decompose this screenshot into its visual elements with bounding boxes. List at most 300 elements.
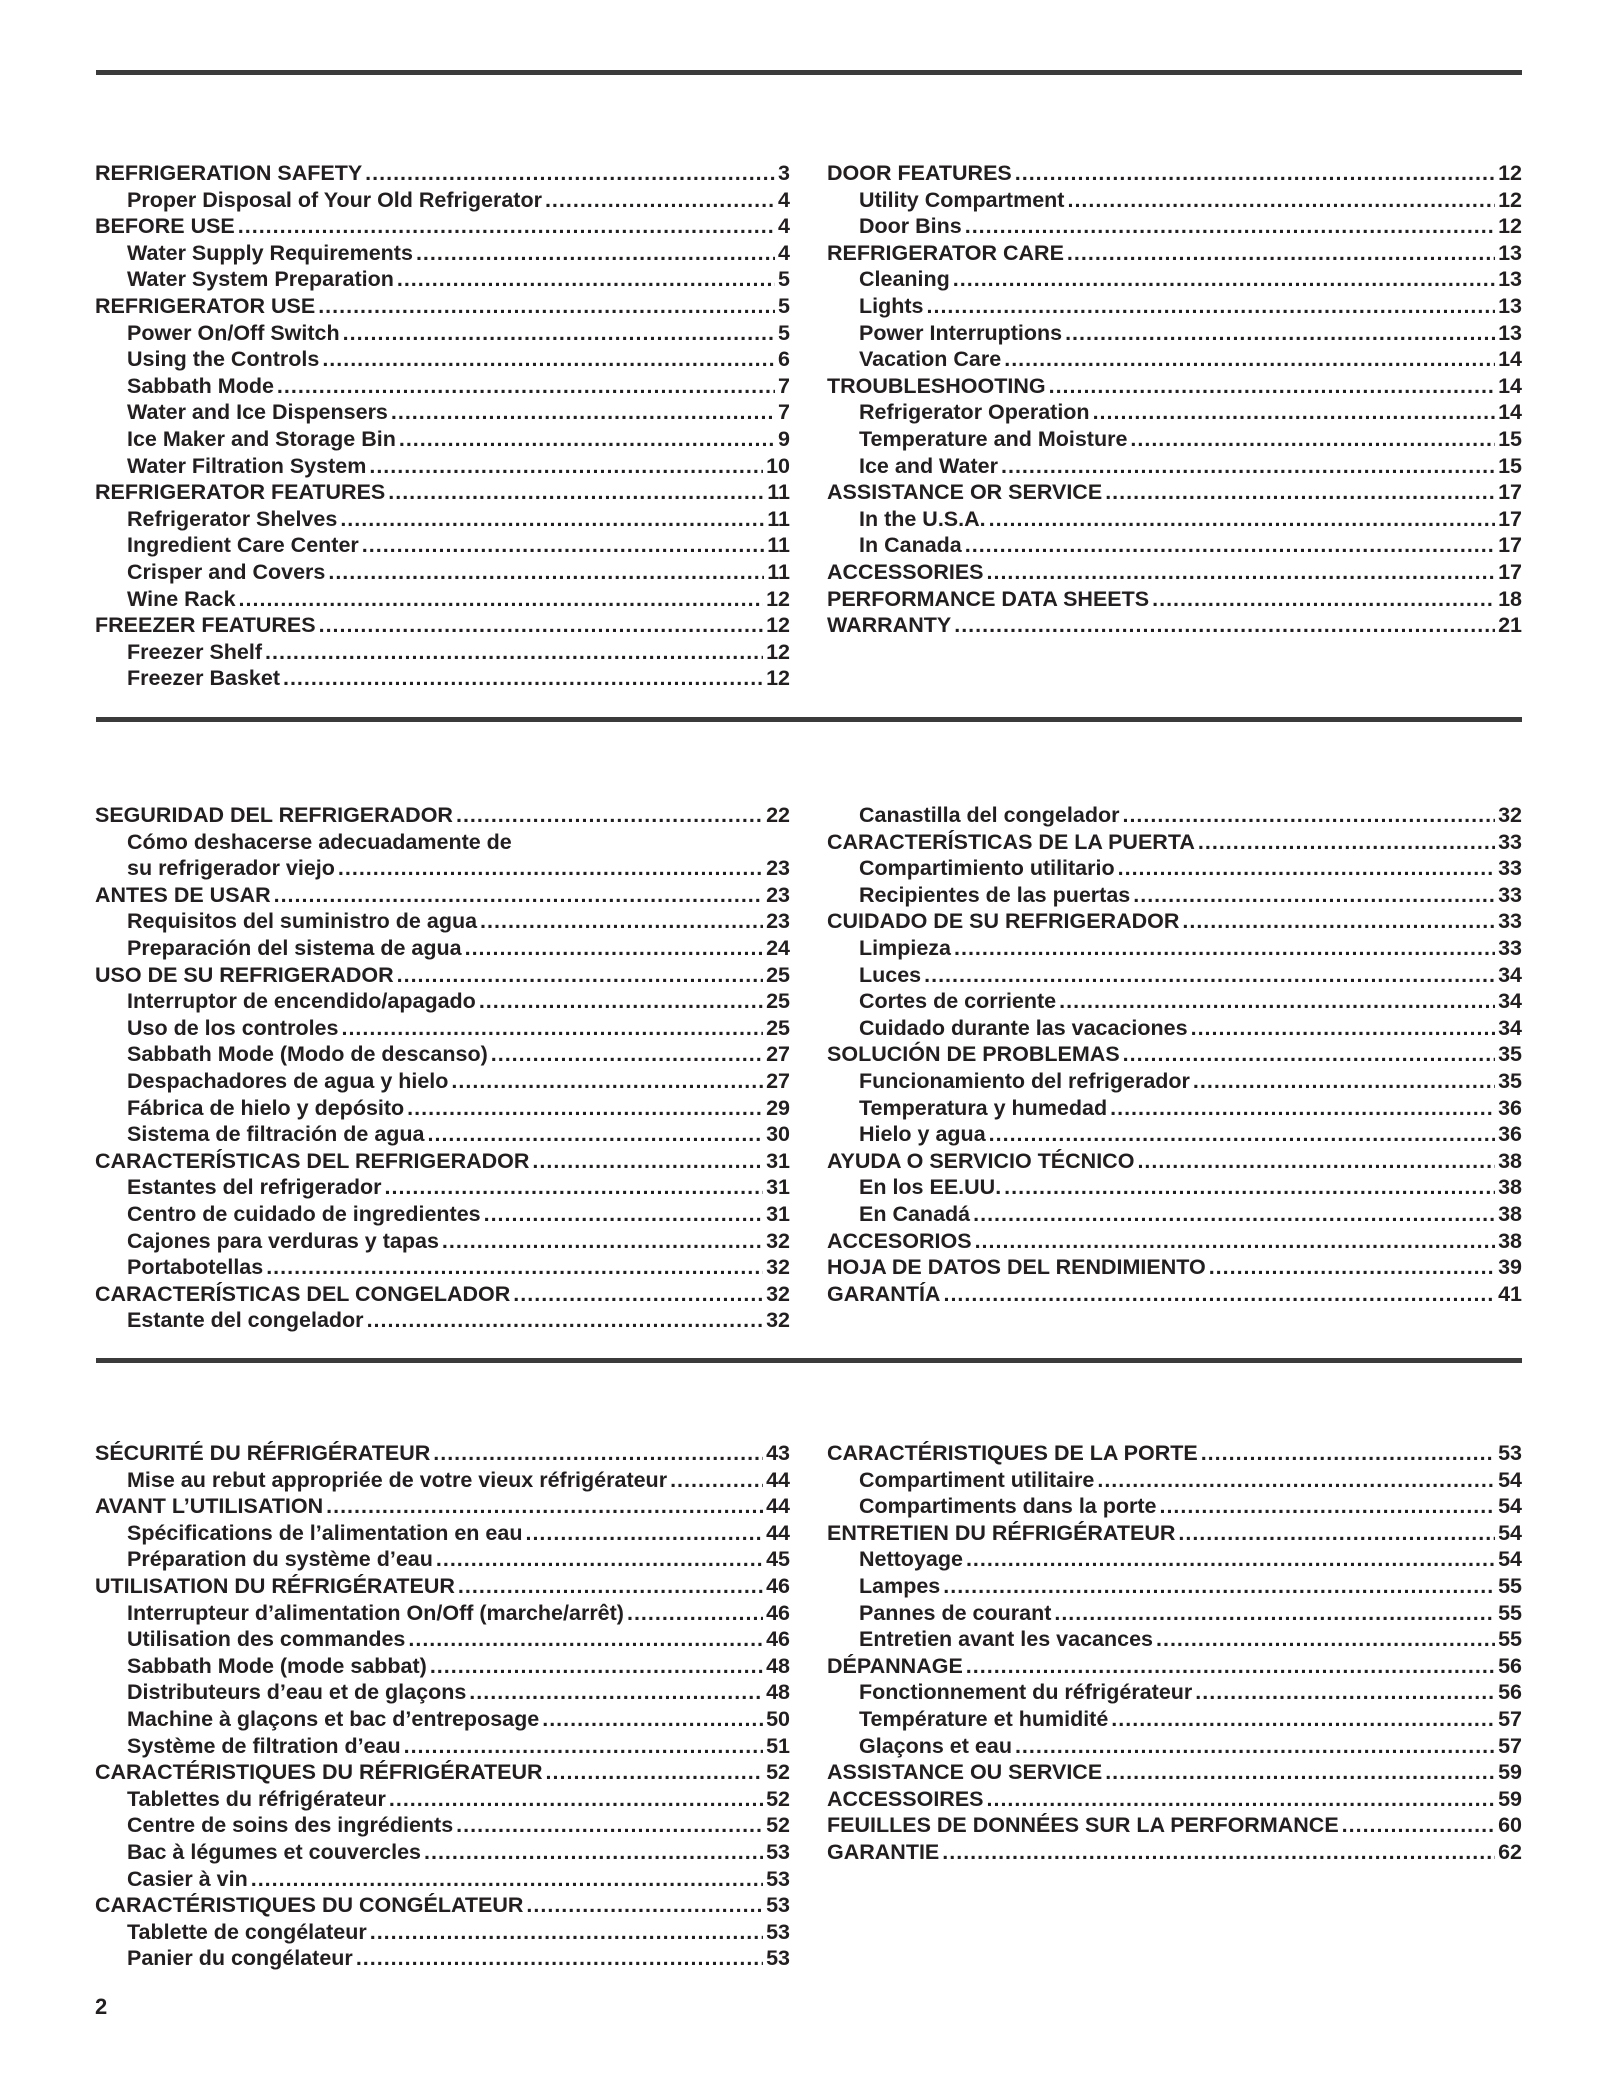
toc-dot-leader (1093, 399, 1496, 426)
toc-dot-leader (1015, 160, 1495, 187)
toc-dot-leader (370, 1919, 763, 1946)
toc-page-number: 7 (778, 373, 790, 398)
toc-dot-leader (404, 1733, 763, 1760)
toc-page-number: 5 (778, 293, 790, 318)
toc-dot-leader (322, 346, 775, 373)
toc-dot-leader (1059, 988, 1495, 1015)
toc-entry-title: Door Bins (859, 214, 962, 239)
toc-dot-leader (1122, 802, 1495, 829)
toc-section-entry (95, 213, 790, 240)
toc-page-number: 35 (1498, 1042, 1522, 1067)
toc-entry-title: Water System Preparation (127, 267, 394, 292)
toc-dot-leader (1110, 1095, 1495, 1122)
toc-section-entry (827, 1148, 1522, 1175)
toc-subsection-entry (827, 426, 1522, 453)
toc-dot-leader (1198, 829, 1495, 856)
toc-subsection-entry (95, 506, 790, 533)
toc-page-number: 21 (1498, 613, 1522, 638)
toc-entry-title: Refrigerator Shelves (127, 506, 338, 531)
toc-page-number: 14 (1498, 347, 1522, 372)
toc-entry-title: Mise au rebut appropriée de votre vieux réfrigérateur (127, 1467, 668, 1492)
toc-page-number: 53 (766, 1919, 790, 1944)
toc-page-number: 56 (1498, 1680, 1522, 1705)
toc-entry-title: Freezer Shelf (127, 639, 263, 664)
toc-entry-title: CARACTERÍSTICAS DEL REFRIGERADOR (95, 1148, 530, 1173)
toc-dot-leader (1178, 1520, 1495, 1547)
toc-entry-title: Cleaning (859, 267, 950, 292)
toc-page-number: 57 (1498, 1733, 1522, 1758)
toc-subsection-entry (95, 1201, 790, 1228)
toc-entry-title: FREEZER FEATURES (95, 613, 316, 638)
toc-entry-title: Luces (859, 962, 922, 987)
toc-page-number: 12 (1498, 187, 1522, 212)
toc-dot-leader (424, 1839, 763, 1866)
toc-page-number: 32 (1498, 803, 1522, 827)
toc-page-number: 5 (778, 320, 790, 345)
toc-dot-leader (943, 1573, 1495, 1600)
toc-entry-title: DÉPANNAGE (827, 1653, 963, 1678)
toc-subsection-entry (95, 1786, 790, 1813)
toc-section-entry (95, 1573, 790, 1600)
toc-subsection-entry (95, 1546, 790, 1573)
toc-page-number: 17 (1498, 533, 1522, 558)
toc-entry-title: Sabbath Mode (127, 373, 274, 398)
toc-dot-leader (436, 1546, 763, 1573)
toc-page-number: 12 (1498, 214, 1522, 239)
toc-dot-leader (1133, 882, 1495, 909)
toc-dot-leader (1159, 1493, 1495, 1520)
toc-page-number: 53 (766, 1946, 790, 1971)
toc-entry-title: REFRIGERATION SAFETY (95, 161, 363, 185)
toc-entry-title: Panier du congélateur (127, 1946, 353, 1971)
toc-page-number: 36 (1498, 1095, 1522, 1120)
toc-section-entry (95, 962, 790, 989)
toc-subsection-entry (827, 1546, 1522, 1573)
toc-subsection-entry (827, 1733, 1522, 1760)
toc-subsection-entry (827, 1068, 1522, 1095)
toc-section-entry (827, 829, 1522, 856)
toc-entry-title: Compartiment utilitaire (859, 1467, 1095, 1492)
toc-section-entry (827, 559, 1522, 586)
toc-subsection-entry (95, 829, 790, 856)
toc-entry-title: Tablettes du réfrigérateur (127, 1786, 386, 1811)
toc-subsection-entry (95, 1068, 790, 1095)
toc-entry-title: Temperature and Moisture (859, 426, 1128, 451)
toc-entry-title: Ingredient Care Center (127, 533, 359, 558)
toc-dot-leader (1152, 586, 1495, 613)
toc-page-number: 9 (778, 426, 790, 451)
toc-entry-title: Hielo y agua (859, 1122, 986, 1147)
toc-entry-title: Compartimiento utilitario (859, 856, 1115, 881)
toc-entry-title: Wine Rack (127, 586, 236, 611)
toc-dot-leader (973, 1201, 1495, 1228)
toc-subsection-entry (95, 1945, 790, 1972)
toc-dot-leader (924, 962, 1495, 989)
toc-entry-title: Cuidado durante las vacaciones (859, 1015, 1188, 1040)
toc-entry-title: ACCESORIOS (827, 1228, 972, 1253)
toc-section-entry (95, 1892, 790, 1919)
toc-dot-leader (491, 1041, 763, 1068)
toc-entry-title: Température et humidité (859, 1706, 1109, 1731)
toc-page-number: 34 (1498, 1015, 1522, 1040)
toc-dot-leader (328, 559, 764, 586)
toc-page-number: 44 (766, 1467, 790, 1492)
toc-entry-title: Fábrica de hielo y depósito (127, 1095, 405, 1120)
toc-section-entry (95, 293, 790, 320)
toc-page-number: 44 (766, 1520, 790, 1545)
toc-dot-leader (1067, 187, 1495, 214)
toc-page-number: 12 (766, 586, 790, 611)
toc-page-number: 48 (766, 1653, 790, 1678)
toc-page-number: 33 (1498, 856, 1522, 881)
toc-page-number: 38 (1498, 1175, 1522, 1200)
toc-entry-title: In Canada (859, 533, 962, 558)
toc-dot-leader (1054, 1600, 1495, 1627)
toc-entry-title: FEUILLES DE DONNÉES SUR LA PERFORMANCE (827, 1813, 1339, 1838)
toc-entry-title: Fonctionnement du réfrigérateur (859, 1680, 1193, 1705)
toc-dot-leader (239, 586, 764, 613)
toc-subsection-entry (827, 1174, 1522, 1201)
toc-page-number: 46 (766, 1573, 790, 1598)
page-number: 2 (95, 1994, 108, 2019)
toc-page-number: 3 (778, 161, 790, 185)
toc-entry-title: REFRIGERATOR CARE (827, 240, 1064, 265)
toc-subsection-entry (95, 532, 790, 559)
toc-page-number: 4 (778, 214, 790, 239)
toc-entry-title: Compartiments dans la porte (859, 1494, 1157, 1519)
toc-dot-leader (318, 293, 775, 320)
toc-subsection-entry (95, 1600, 790, 1627)
section-divider-spanish-french (96, 1358, 1522, 1363)
toc-subsection-entry (827, 266, 1522, 293)
toc-subsection-entry (95, 1626, 790, 1653)
toc-dot-leader (1201, 1440, 1495, 1467)
toc-page-number: 23 (766, 856, 790, 881)
toc-page-number: 10 (766, 453, 790, 478)
toc-section-entry (827, 240, 1522, 267)
toc-entry-title: Crisper and Covers (127, 559, 326, 584)
toc-entry-title: Interruptor de encendido/apagado (127, 989, 476, 1014)
toc-dot-leader (479, 988, 763, 1015)
toc-section-entry (827, 1281, 1522, 1308)
toc-dot-leader (391, 399, 775, 426)
toc-entry-title: Despachadores de agua y hielo (127, 1068, 449, 1093)
toc-entry-title: Canastilla del congelador (859, 803, 1120, 827)
toc-section-entry (95, 802, 790, 829)
toc-subsection-entry (827, 1626, 1522, 1653)
toc-page-number: 33 (1498, 829, 1522, 854)
toc-entry-title: Estante del congelador (127, 1308, 364, 1333)
toc-subsection-entry (827, 532, 1522, 559)
toc-subsection-entry (95, 426, 790, 453)
toc-dot-leader (319, 612, 763, 639)
toc-entry-title: ACCESSORIES (827, 559, 984, 584)
toc-entry-title: ASSISTANCE OR SERVICE (827, 480, 1103, 505)
toc-dot-leader (428, 1121, 764, 1148)
toc-dot-leader (338, 855, 763, 882)
toc-dot-leader (456, 802, 763, 829)
toc-page-number: 44 (766, 1494, 790, 1519)
toc-section-entry (95, 479, 790, 506)
toc-subsection-entry (827, 1493, 1522, 1520)
toc-entry-title: Ice Maker and Storage Bin (127, 426, 396, 451)
toc-dot-leader (442, 1228, 763, 1255)
toc-dot-leader (526, 1892, 763, 1919)
toc-section-entry (95, 160, 790, 187)
toc-subsection-entry (827, 1201, 1522, 1228)
toc-dot-leader (458, 1573, 763, 1600)
toc-page-number: 23 (766, 882, 790, 907)
toc-page-number: 54 (1498, 1520, 1522, 1545)
toc-section-entry (827, 373, 1522, 400)
toc-subsection-entry (827, 935, 1522, 962)
toc-dot-leader (1137, 1148, 1495, 1175)
toc-entry-title: Spécifications de l’alimentation en eau (127, 1520, 523, 1545)
toc-dot-leader (965, 532, 1495, 559)
toc-section-entry (95, 1759, 790, 1786)
toc-subsection-entry (95, 1254, 790, 1281)
toc-entry-title: TROUBLESHOOTING (827, 373, 1046, 398)
toc-entry-title: En los EE.UU. (859, 1175, 1002, 1200)
toc-subsection-entry (827, 453, 1522, 480)
toc-french-left (95, 1440, 790, 1972)
toc-subsection-entry (827, 1467, 1522, 1494)
toc-subsection-entry (95, 1653, 790, 1680)
toc-page-number: 5 (778, 267, 790, 292)
toc-dot-leader (1111, 1706, 1495, 1733)
toc-page-number: 13 (1498, 320, 1522, 345)
toc-subsection-entry (95, 1041, 790, 1068)
toc-subsection-entry (95, 559, 790, 586)
toc-entry-title: Sistema de filtración de agua (127, 1122, 425, 1147)
toc-dot-leader (416, 240, 775, 267)
toc-page-number: 54 (1498, 1547, 1522, 1572)
toc-subsection-entry (827, 855, 1522, 882)
toc-page-number: 14 (1498, 400, 1522, 425)
toc-page-number: 32 (766, 1308, 790, 1333)
toc-subsection-entry (95, 1095, 790, 1122)
toc-dot-leader (1209, 1254, 1495, 1281)
toc-dot-leader (1065, 320, 1495, 347)
toc-subsection-entry (95, 935, 790, 962)
toc-page-number: 6 (778, 347, 790, 372)
toc-entry-title: CARACTERÍSTICAS DE LA PUERTA (827, 829, 1195, 854)
toc-dot-leader (277, 373, 775, 400)
toc-dot-leader (954, 612, 1495, 639)
toc-dot-leader (266, 1254, 763, 1281)
toc-subsection-entry (827, 1095, 1522, 1122)
toc-subsection-entry (95, 1733, 790, 1760)
toc-entry-title: Lights (859, 293, 924, 318)
toc-page-number: 11 (767, 506, 790, 531)
toc-dot-leader (1118, 855, 1495, 882)
toc-page-number: 12 (766, 613, 790, 638)
toc-section-entry (827, 612, 1522, 639)
toc-entry-title: ACCESSOIRES (827, 1786, 984, 1811)
toc-dot-leader (265, 639, 763, 666)
toc-entry-title: Refrigerator Operation (859, 400, 1090, 425)
toc-spanish-left (95, 802, 790, 1334)
toc-subsection-entry (95, 1174, 790, 1201)
toc-subsection-entry (827, 213, 1522, 240)
toc-page-number: 38 (1498, 1228, 1522, 1253)
toc-entry-title: WARRANTY (827, 613, 952, 638)
toc-entry-title: SÉCURITÉ DU RÉFRIGÉRATEUR (95, 1441, 431, 1465)
toc-entry-title: Water Filtration System (127, 453, 367, 478)
toc-page-number: 53 (1498, 1441, 1522, 1465)
toc-entry-title: Limpieza (859, 935, 951, 960)
toc-page-number: 32 (766, 1228, 790, 1253)
toc-entry-title: Tablette de congélateur (127, 1919, 367, 1944)
toc-dot-leader (238, 213, 775, 240)
toc-subsection-entry (95, 1467, 790, 1494)
toc-subsection-entry (95, 1706, 790, 1733)
toc-subsection-entry (827, 1121, 1522, 1148)
toc-french-right (827, 1440, 1522, 1866)
toc-page-number: 29 (766, 1095, 790, 1120)
toc-page-number: 41 (1498, 1281, 1522, 1306)
toc-subsection-entry (95, 855, 790, 882)
toc-dot-leader (513, 1281, 763, 1308)
toc-subsection-entry (827, 399, 1522, 426)
toc-section-entry (827, 908, 1522, 935)
toc-subsection-entry (95, 399, 790, 426)
toc-dot-leader (369, 453, 763, 480)
toc-dot-leader (1004, 1174, 1495, 1201)
toc-page-number: 52 (766, 1760, 790, 1785)
toc-entry-title: Power Interruptions (859, 320, 1063, 345)
toc-dot-leader (966, 1653, 1495, 1680)
toc-page-number: 11 (767, 480, 790, 505)
toc-entry-title: Centro de cuidado de ingredientes (127, 1201, 481, 1226)
toc-dot-leader (340, 506, 764, 533)
toc-dot-leader (1015, 1733, 1495, 1760)
toc-page-number: 32 (766, 1281, 790, 1306)
toc-subsection-entry (827, 293, 1522, 320)
toc-section-entry (827, 1786, 1522, 1813)
toc-page-number: 14 (1498, 373, 1522, 398)
toc-subsection-entry (95, 187, 790, 214)
toc-entry-title: Cortes de corriente (859, 989, 1057, 1014)
toc-subsection-entry (95, 1228, 790, 1255)
toc-subsection-entry (827, 1600, 1522, 1627)
toc-page-number: 39 (1498, 1255, 1522, 1280)
toc-page-number: 59 (1498, 1786, 1522, 1811)
toc-entry-title: CARACTÉRISTIQUES DU RÉFRIGÉRATEUR (95, 1760, 543, 1785)
toc-page-number: 52 (766, 1786, 790, 1811)
toc-page-number: 33 (1498, 935, 1522, 960)
toc-page-number: 23 (766, 909, 790, 934)
toc-subsection-entry (95, 320, 790, 347)
toc-section-entry (95, 1440, 790, 1467)
toc-entry-title: Estantes del refrigerador (127, 1175, 382, 1200)
toc-page-number: 25 (766, 1015, 790, 1040)
toc-section-entry (827, 1812, 1522, 1839)
toc-dot-leader (1156, 1626, 1495, 1653)
toc-entry-title: SOLUCIÓN DE PROBLEMAS (827, 1042, 1120, 1067)
toc-dot-leader (1097, 1467, 1495, 1494)
toc-page-number: 31 (766, 1175, 790, 1200)
toc-dot-leader (326, 1493, 763, 1520)
toc-page-number: 56 (1498, 1653, 1522, 1678)
toc-section-entry (827, 160, 1522, 187)
toc-subsection-entry (827, 187, 1522, 214)
toc-subsection-entry (95, 1919, 790, 1946)
toc-entry-title: CARACTÉRISTIQUES DE LA PORTE (827, 1441, 1198, 1465)
toc-page-number: 13 (1498, 293, 1522, 318)
toc-subsection-entry (95, 240, 790, 267)
toc-page-number: 46 (766, 1600, 790, 1625)
toc-entry-title: ASSISTANCE OU SERVICE (827, 1760, 1103, 1785)
toc-dot-leader (456, 1812, 763, 1839)
toc-entry-title: GARANTIE (827, 1839, 940, 1864)
toc-dot-leader (1004, 346, 1495, 373)
toc-page-number: 50 (766, 1706, 790, 1731)
toc-subsection-entry (95, 266, 790, 293)
toc-entry-title: Système de filtration d’eau (127, 1733, 401, 1758)
toc-dot-leader (385, 1174, 764, 1201)
toc-dot-leader (430, 1653, 763, 1680)
toc-entry-title: Recipientes de las puertas (859, 882, 1131, 907)
toc-subsection-entry (95, 639, 790, 666)
toc-entry-title: ANTES DE USAR (95, 882, 271, 907)
toc-page-number: 24 (766, 935, 790, 960)
toc-dot-leader (954, 935, 1495, 962)
toc-section-entry (95, 1281, 790, 1308)
toc-entry-title: Funcionamiento del refrigerador (859, 1068, 1190, 1093)
toc-entry-title: Cómo deshacerse adecuadamente de (127, 829, 512, 854)
toc-entry-title: Portabotellas (127, 1255, 264, 1280)
toc-dot-leader (407, 1095, 763, 1122)
toc-entry-title: Cajones para verduras y tapas (127, 1228, 439, 1253)
toc-dot-leader (975, 1228, 1496, 1255)
toc-dot-leader (1195, 1679, 1495, 1706)
toc-dot-leader (465, 935, 763, 962)
toc-page-number: 55 (1498, 1600, 1522, 1625)
toc-page-number: 4 (778, 240, 790, 265)
toc-section-entry (95, 612, 790, 639)
toc-page-number: 31 (766, 1148, 790, 1173)
toc-dot-leader (546, 1759, 764, 1786)
toc-page-number: 38 (1498, 1201, 1522, 1226)
toc-subsection-entry (827, 506, 1522, 533)
toc-entry-title: Glaçons et eau (859, 1733, 1012, 1758)
toc-section-entry (827, 1520, 1522, 1547)
toc-page-number: 59 (1498, 1760, 1522, 1785)
toc-subsection-entry (827, 320, 1522, 347)
toc-subsection-entry (827, 1015, 1522, 1042)
toc-entry-title: Centre de soins des ingrédients (127, 1813, 454, 1838)
toc-page-number: 36 (1498, 1122, 1522, 1147)
toc-section-entry (827, 1759, 1522, 1786)
toc-entry-title: Freezer Basket (127, 666, 280, 691)
toc-page-number: 35 (1498, 1068, 1522, 1093)
toc-entry-title: Interrupteur d’alimentation On/Off (marche/arrêt) (127, 1600, 624, 1625)
toc-entry-title: AYUDA O SERVICIO TÉCNICO (827, 1148, 1135, 1173)
toc-subsection-entry (827, 882, 1522, 909)
toc-entry-title: Bac à légumes et couvercles (127, 1839, 421, 1864)
toc-page-number: 11 (767, 559, 790, 584)
toc-entry-title: Préparation du système d’eau (127, 1547, 433, 1572)
toc-dot-leader (989, 1121, 1495, 1148)
toc-page-number: 13 (1498, 240, 1522, 265)
toc-entry-title: Sabbath Mode (Modo de descanso) (127, 1042, 488, 1067)
toc-page-number: 11 (767, 533, 790, 558)
toc-entry-title: REFRIGERATOR USE (95, 293, 316, 318)
toc-subsection-entry (95, 346, 790, 373)
toc-entry-title: UTILISATION DU RÉFRIGÉRATEUR (95, 1573, 455, 1598)
toc-entry-title: Sabbath Mode (mode sabbat) (127, 1653, 427, 1678)
